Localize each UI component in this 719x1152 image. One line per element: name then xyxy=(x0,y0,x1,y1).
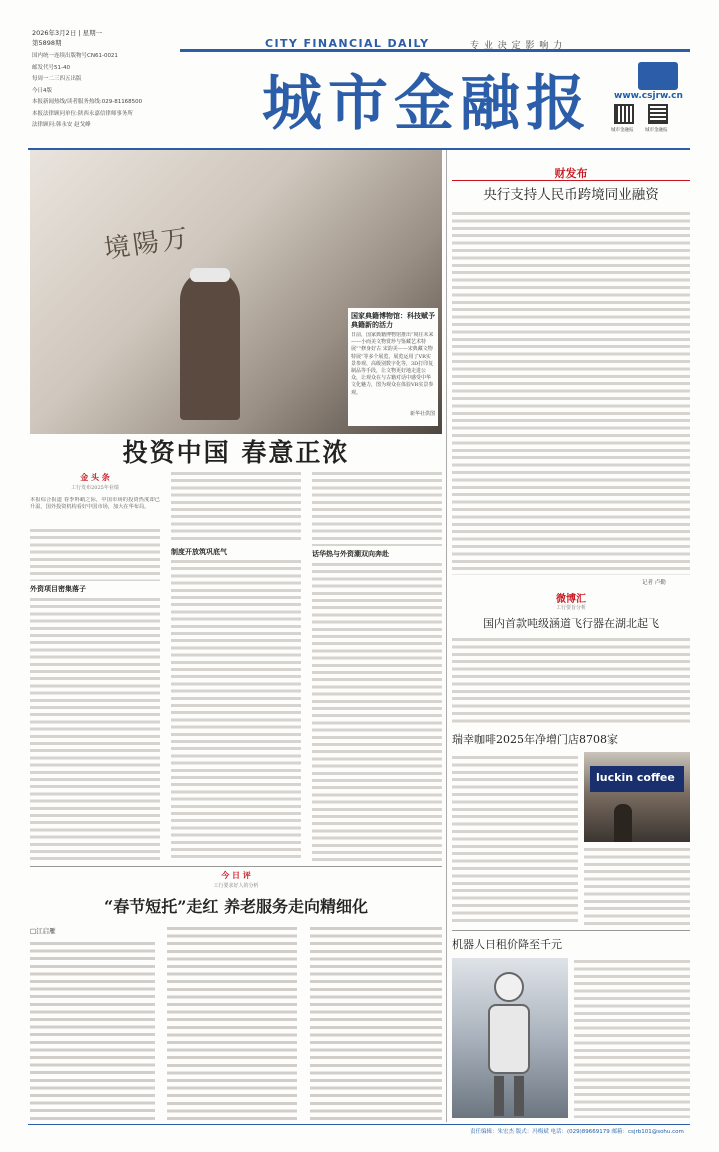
website-url: www.csjrw.cn xyxy=(614,91,683,101)
masthead-pages: 今日4版 xyxy=(32,87,52,94)
story2-body xyxy=(452,636,690,724)
robot-body xyxy=(488,1004,530,1074)
bottom-body-col1 xyxy=(30,940,155,1120)
masthead-en-title: CITY FINANCIAL DAILY xyxy=(265,37,430,50)
story3-body xyxy=(452,754,578,926)
footer-rule xyxy=(28,1124,690,1125)
newspaper-title: 城市金融报 xyxy=(262,69,592,139)
article-body-col2b xyxy=(171,558,301,862)
luckin-sign: luckin coffee xyxy=(596,771,675,784)
photo-visitor xyxy=(180,270,240,420)
bottom-body-col2 xyxy=(167,925,297,1120)
footer-info: 责任编辑：朱宏杰 版式：冯梅斌 电话：(029)89669179 邮箱：csjrb101@sohu.com xyxy=(470,1129,684,1135)
photo-vr-headset xyxy=(190,268,230,282)
robot-photo xyxy=(452,958,568,1118)
lead-photo xyxy=(30,150,442,434)
qr-code-left xyxy=(614,104,634,124)
article-body-col3a xyxy=(312,470,442,546)
story3-body-2 xyxy=(584,846,690,926)
luckin-people xyxy=(614,804,632,842)
bottom-author: □江启雁 xyxy=(30,927,56,935)
bottom-author-name: 江启雁 xyxy=(36,927,56,935)
qr-label-left: 城市金融报 xyxy=(611,128,634,133)
section-tag-caifabu: 财发布 xyxy=(554,167,588,180)
section-heading-1: 外资项目密集落子 xyxy=(30,584,86,593)
masthead-date: 2026年3月2日 | 星期一 xyxy=(32,29,103,37)
section-tag-weibohui: 微博汇 xyxy=(556,594,586,605)
article-body-col1b xyxy=(30,596,160,862)
right-column xyxy=(452,150,690,1122)
story3-title: 瑞幸咖啡2025年净增门店8708家 xyxy=(452,733,618,746)
section-rule-2 xyxy=(452,930,690,931)
top-story-title: 投资中国 春意正浓 xyxy=(122,438,350,467)
bottom-body-col3 xyxy=(310,925,442,1120)
logo-badge xyxy=(638,62,678,90)
right-vertical-rule xyxy=(446,150,447,1122)
masthead-top-rule xyxy=(180,49,690,52)
section-heading-2: 制度开放筑巩底气 xyxy=(171,547,227,556)
masthead-lawyer: 法律顾问:韩永安 赵戈峰 xyxy=(32,122,91,128)
luckin-photo xyxy=(584,752,690,842)
article-body-col1a xyxy=(30,527,160,581)
story1-body xyxy=(452,210,690,575)
story4-title: 机器人日租价降至千元 xyxy=(452,938,562,951)
left-article xyxy=(30,470,442,862)
photo-caption-credit: 新华社供图 xyxy=(409,411,435,417)
photo-caption-text: 日前，国家典籍博物馆推出“境往未来——小而美文物赏珍与鉴藏艺术特展”“修身好古 宋韵美——宋典藏文物特展”等多个展览，展览运用了VR实景参观、高级别数字化等，3D打印复制品等手段，让文物更好地走进公众，让观众在与古籍对话中感受中华文化魅力，图为观众在体验VR实景参观。 xyxy=(351,332,434,396)
article-lead: 本报综合报道 春季料峭之际，中国市场的投资热度却已升温，国外投资机构看好中国市场，加大在华布局。 xyxy=(30,497,160,511)
photo-exhibit-sign: 境陽万 xyxy=(102,223,193,265)
article-body-col2a xyxy=(171,470,301,542)
bottom-divider xyxy=(30,866,442,867)
masthead-slogan: 专 业 决 定 影 响 力 xyxy=(470,41,564,51)
robot-legs xyxy=(494,1076,524,1116)
bottom-kicker-sub: 工行要求好人的分析 xyxy=(213,883,259,889)
masthead-post-code: 邮发代号51-40 xyxy=(32,64,70,71)
masthead-schedule: 每周一二三四五出版 xyxy=(32,76,82,82)
story4-body xyxy=(574,958,690,1118)
masthead-info xyxy=(32,51,162,132)
story1-title: 央行支持人民币跨境同业融资 xyxy=(483,187,659,203)
photo-caption-box xyxy=(348,308,438,426)
section-heading-3: 话华热与外资潮双向奔赴 xyxy=(312,549,389,558)
photo-caption-title: 国家典籍博物馆：科技赋予典籍新的活力 xyxy=(351,311,435,329)
bottom-title: “春节短托”走红 养老服务走向精细化 xyxy=(104,897,368,916)
masthead-issue: 第5898期 xyxy=(32,39,62,47)
section-rule-1 xyxy=(452,180,690,181)
article-body-col3b xyxy=(312,561,442,862)
qr-code-right xyxy=(648,104,668,124)
masthead-cn-code: 国内统一连续出版物号CN61-0021 xyxy=(32,53,118,59)
story1-author: 记者 卢勤 xyxy=(642,580,666,586)
masthead-corr: 本报法律顾问单位:陕西永嘉信律师事务所 xyxy=(32,110,133,117)
qr-label-right: 城市金融报 xyxy=(645,128,668,133)
robot-head xyxy=(494,972,524,1002)
article-kicker-sub: 工行发布2025年业绩 xyxy=(71,485,119,491)
masthead-hotline: 本报新闻热线/读者服务热线:029-81168500 xyxy=(32,99,143,105)
article-kicker: 金 头 条 xyxy=(80,472,110,482)
story2-title: 国内首款吨级涵道飞行器在湖北起飞 xyxy=(483,617,659,630)
bottom-kicker: 今 日 评 xyxy=(221,870,251,880)
section-tag-weibohui-sub: 工行要旨分析 xyxy=(555,605,586,611)
